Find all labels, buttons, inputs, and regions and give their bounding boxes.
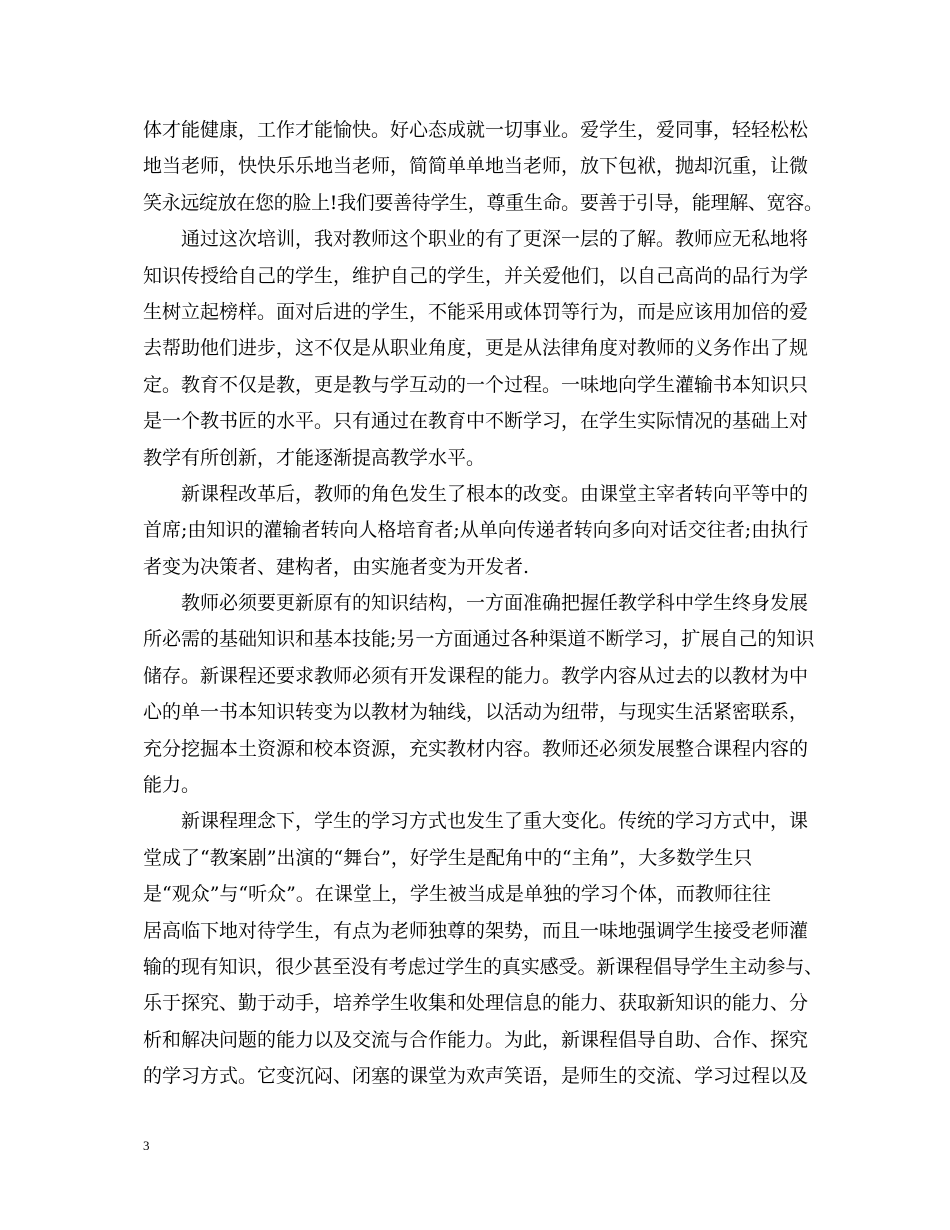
text-line: 生树立起榜样。面对后进的学生，不能采用或体罚等行为，而是应该用加倍的爱 [143,300,809,323]
text-line: 地当老师，快快乐乐地当老师，简简单单地当老师，放下包袱，抛却沉重，让微 [143,155,809,178]
text-line: 首席;由知识的灌输者转向人格培育者;从单向传递者转向多向对话交往者;由执行 [143,519,809,542]
text-line: 充分挖掘本土资源和校本资源，充实教材内容。教师还必须发展整合课程内容的 [143,737,809,760]
paragraph-first-line: 通过这次培训，我对教师这个职业的有了更深一层的了解。教师应无私地将 [181,228,809,251]
text-line: 定。教育不仅是教，更是教与学互动的一个过程。一味地向学生灌输书本知识只 [143,373,809,396]
text-line: 知识传授给自己的学生，维护自己的学生，并关爱他们，以自己高尚的品行为学 [143,264,809,287]
text-line: 能力。 [143,774,201,797]
text-line: 析和解决问题的能力以及交流与合作能力。为此，新课程倡导自助、合作、探究 [143,1028,809,1051]
paragraph-first-line: 新课程改革后，教师的角色发生了根本的改变。由课堂主宰者转向平等中的 [181,482,809,505]
text-line: 乐于探究、勤于动手，培养学生收集和处理信息的能力、获取新知识的能力、分 [143,992,809,1015]
text-line: 是“观众”与“听众”。在课堂上，学生被当成是单独的学习个体，而教师往往 [143,883,771,906]
text-line: 心的单一书本知识转变为以教材为轴线，以活动为纽带，与现实生活紧密联系， [143,701,809,724]
text-line: 的学习方式。它变沉闷、闭塞的课堂为欢声笑语，是师生的交流、学习过程以及 [143,1065,809,1088]
text-line: 去帮助他们进步，这不仅是从职业角度，更是从法律角度对教师的义务作出了规 [143,337,809,360]
text-line: 者变为决策者、建构者，由实施者变为开发者. [143,555,530,578]
text-line: 所必需的基础知识和基本技能;另一方面通过各种渠道不断学习，扩展自己的知识 [143,628,815,651]
text-line: 笑永远绽放在您的脸上!我们要善待学生，尊重生命。要善于引导，能理解、宽容。 [143,191,823,214]
paragraph-first-line: 新课程理念下，学生的学习方式也发生了重大变化。传统的学习方式中，课 [181,810,809,833]
text-line: 居高临下地对待学生，有点为老师独尊的架势，而且一味地强调学生接受老师灌 [143,919,809,942]
text-line: 堂成了“教案剧”出演的“舞台”，好学生是配角中的“主角”，大多数学生只 [143,846,753,869]
page-number: 3 [143,1138,150,1153]
text-line: 体才能健康，工作才能愉快。好心态成就一切事业。爱学生，爱同事，轻轻松松 [143,119,809,141]
text-line: 输的现有知识，很少甚至没有考虑过学生的真实感受。新课程倡导学生主动参与、 [143,955,824,978]
paragraph-first-line: 教师必须要更新原有的知识结构，一方面准确把握任教学科中学生终身发展 [181,592,809,615]
text-line: 储存。新课程还要求教师必须有开发课程的能力。教学内容从过去的以教材为中 [143,664,809,687]
document-body [143,112,823,1095]
text-line: 是一个教书匠的水平。只有通过在教育中不断学习，在学生实际情况的基础上对 [143,410,809,433]
text-line: 教学有所创新，才能逐渐提高教学水平。 [143,446,486,469]
